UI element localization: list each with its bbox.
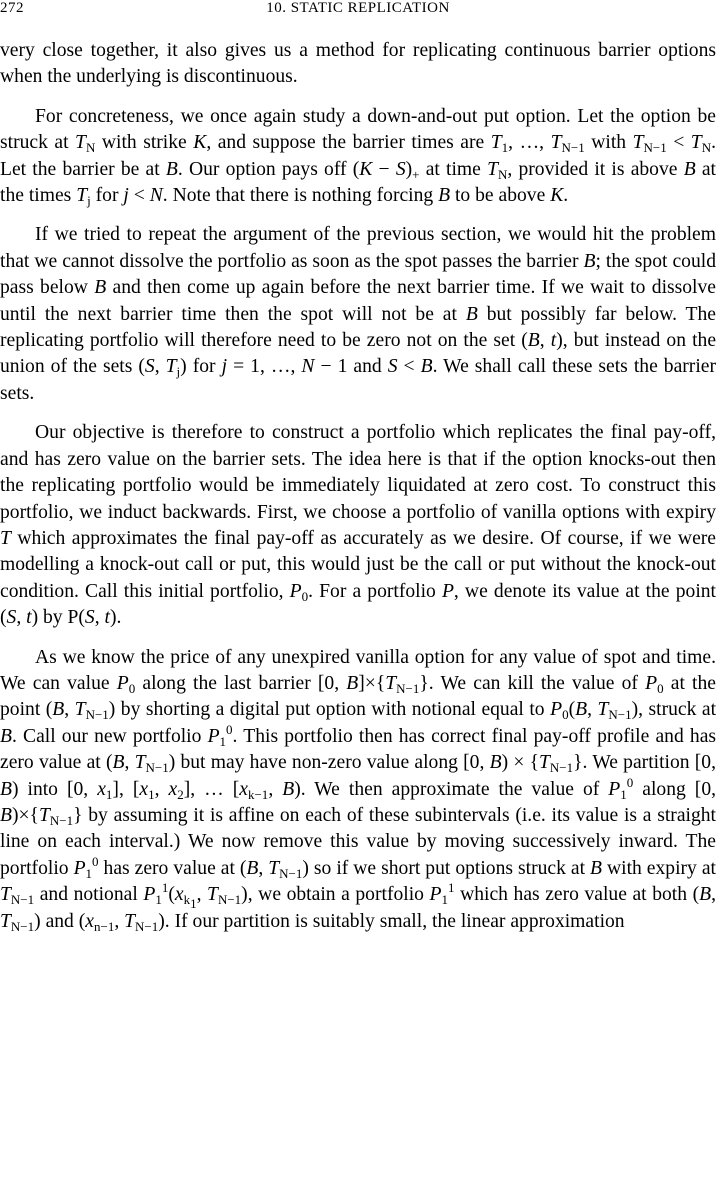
running-header	[0, 0, 716, 22]
body-text	[0, 38, 716, 935]
paragraph-4: Our objective is therefore to construct a portfolio which replicates the final pay-off, and has zero value on the barrier sets. The idea here is that if the option knocks-out then the replicating portfolio would be immediately liquidated at zero cost. To construct this portfolio, we induct backwards. First, we choose a portfolio of vanilla options with expiry T which approximates the final pay-off as accurately as we desire. Of course, if we were modelling a knock-out call or put, this would just be the call or put without the knock-out condition. Call this initial portfolio, $P_0$. For a portfolio P, we denote its value at the point (S, t) by P(S, t).	[0, 422, 716, 629]
chapter-title: 10. STATIC REPLICATION	[266, 0, 450, 16]
paragraph-5: As we know the price of any unexpired vanilla option for any value of spot and time. We can value $P_0$ along the last barrier [0, $B]\times\{T_{N-1}\}$. We can kill the value of $P_0$ at the point (B, $T_{N-1}$) by shorting a digital put option with notional equal to $P_0(B$, $T_{N-1}$), struck at B. Call our new portfolio $P_1^0$. This portfolio then has correct final pay-off profile and has zero value at (B, $T_{N-1}$) but may have non-zero value along [0, $B) \times \{T_{N-1}\}$. We partition [0, B) into [0, $x_1$], [$x_1$, $x_2$], … [$x_{k-1}$, B). We then approximate the value of $P_1^0$ along [0, $B)\times\{T_{N-1}\}$ by assuming it is affine on each of these subintervals (i.e. its value is a straight line on each interval.) We now remove this value by moving successively inward. The portfolio $P_1^0$ has zero value at (B, $T_{N-1}$) so if we short put options struck at B with expiry at $T_{N-1}$ and notional $P_1^1(x_{k_1}$, $T_{N-1}$), we obtain a portfolio $P_1^1$ which has zero value at both (B, $T_{N-1}$) and ($x_{n-1}$, $T_{N-1}$). If our partition is suitably small, the linear approximation	[0, 646, 716, 934]
paragraph-2: For concreteness, we once again study a down-and-out put option. Let the option be struck at $T_N$ with strike K, and suppose the barrier times are $T_1$, …, $T_{N-1}$ with $T_{N-1} < T_N$. Let the barrier be at B. Our option pays off $(K - S)_+$ at time $T_N$, provided it is above B at the times $T_j$ for j < N. Note that there is nothing forcing B to be above K.	[0, 105, 716, 209]
paragraph-3: If we tried to repeat the argument of the previous section, we would hit the problem that we cannot dissolve the portfolio as soon as the spot passes the barrier B; the spot could pass below B and then come up again before the next barrier time. If we wait to dissolve until the next barrier time then the spot will not be at B but possibly far below. The replicating portfolio will therefore need to be zero not on the set (B, t), but instead on the union of the sets (S, $T_j$) for j = 1, …, N − 1 and S < B. We shall call these sets the barrier sets.	[0, 224, 716, 404]
paragraph-1: very close together, it also gives us a method for replicating continuous barrier options when the underlying is discontinuous.	[0, 40, 716, 88]
page-number: 272	[0, 0, 24, 16]
